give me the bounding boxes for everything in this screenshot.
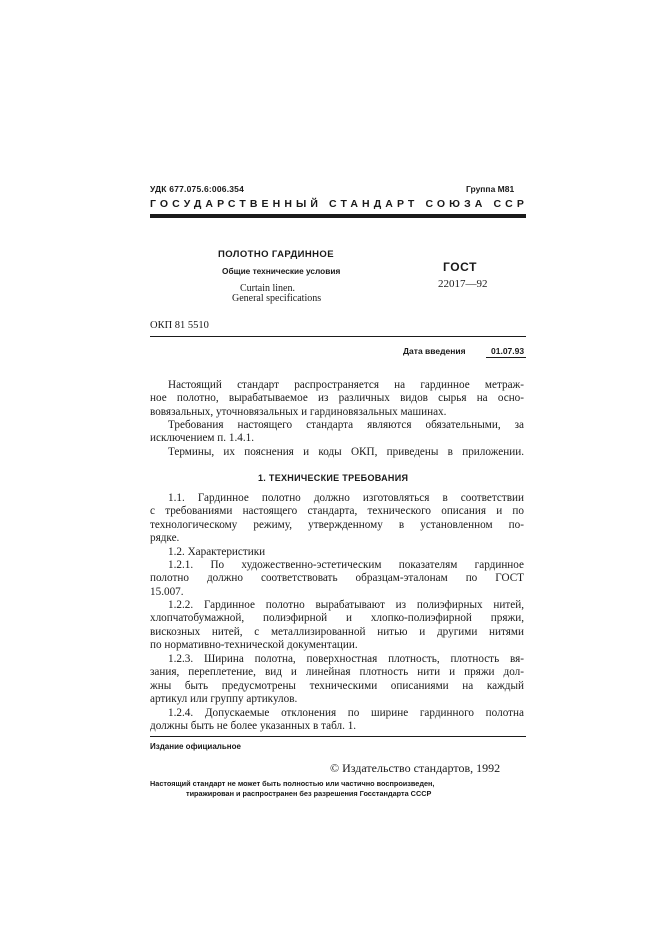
english-title-line2: General specifications xyxy=(232,293,322,304)
text-line: 1.2.2. Гардинное полотно вырабатывают из полиэфирных нитей, xyxy=(168,599,524,611)
intro-paragraph-3 xyxy=(150,446,524,459)
text-line: исключением п. 1.4.1. xyxy=(150,432,255,445)
clause-1-2-3 xyxy=(150,653,524,707)
text-line: хлопчатобумажной, полиэфирной и хлопко-полиэфирной пряжи, xyxy=(150,612,524,625)
text-line: вискозных нитей, с металлизированной нитью и другими нитями xyxy=(150,625,524,638)
document-subtitle: Общие технические условия xyxy=(222,266,341,276)
udk-code: УДК 677.075.6:006.354 xyxy=(150,184,245,194)
okp-code: ОКП 81 5510 xyxy=(150,320,209,331)
section-title: 1. ТЕХНИЧЕСКИЕ ТРЕБОВАНИЯ xyxy=(258,473,409,483)
gost-label: ГОСТ xyxy=(443,260,478,274)
footer-divider xyxy=(150,736,526,737)
text-line: 1.2.1. По художественно-эстетическим показателям гардинное xyxy=(168,559,524,571)
intro-date-value: 01.07.93 xyxy=(491,346,525,356)
copyright-notice: © Издательство стандартов, 1992 xyxy=(330,761,501,775)
standard-title: ГОСУДАРСТВЕННЫЙ СТАНДАРТ СОЮЗА ССР xyxy=(150,198,528,210)
text-line: ное полотно, вырабатываемое из различных видов сырья на осно- xyxy=(150,392,524,405)
text-line: 1.2. Характеристики xyxy=(168,546,266,558)
text-line: жны быть предусмотрены техническими описаниями на каждый xyxy=(150,679,524,692)
text-line: по нормативно-технической документации. xyxy=(150,639,358,652)
clause-1-2-2 xyxy=(150,599,524,653)
gost-number: 22017—92 xyxy=(438,278,488,290)
text-line: Термины, их пояснения и коды ОКП, приведены в приложении. xyxy=(168,446,524,458)
text-line: Настоящий стандарт распространяется на гардинное метраж- xyxy=(168,379,524,391)
text-line: 1.1. Гардинное полотно должно изготовляться в соответствии xyxy=(168,492,524,504)
clause-1-2-4 xyxy=(150,707,524,734)
official-edition-label: Издание официальное xyxy=(150,742,241,751)
intro-date-label: Дата введения xyxy=(403,346,466,356)
clause-1-2-1 xyxy=(150,559,524,599)
group-code: Группа М81 xyxy=(466,184,515,194)
clause-1-2 xyxy=(150,546,524,559)
text-line: рядке. xyxy=(150,532,180,545)
text-line: должны быть не более указанных в табл. 1. xyxy=(150,720,357,733)
intro-paragraph-2 xyxy=(150,419,524,446)
text-line: 15.007. xyxy=(150,585,184,598)
text-line: 1.2.3. Ширина полотна, поверхностная плотность, плотность вя- xyxy=(168,653,524,665)
header-thick-rule xyxy=(150,214,526,218)
reproduction-notice-line2: тиражирован и распространен без разрешения Госстандарта СССР xyxy=(186,789,432,798)
text-line: 1.2.4. Допускаемые отклонения по ширине гардинного полотна xyxy=(168,707,524,719)
okp-divider xyxy=(150,336,526,337)
document-title: ПОЛОТНО ГАРДИННОЕ xyxy=(218,249,334,260)
text-line: вовязальных, уточновязальных и гардиновязальных машинах. xyxy=(150,405,447,418)
text-line: с требованиями настоящего стандарта, технического описания и по xyxy=(150,505,524,518)
intro-paragraph-1 xyxy=(150,379,524,419)
reproduction-notice-line1: Настоящий стандарт не может быть полностью или частично воспроизведен, xyxy=(150,779,435,788)
intro-date-underline xyxy=(486,357,526,358)
text-line: Требования настоящего стандарта являются обязательными, за xyxy=(168,419,524,431)
text-line: артикул или группу артикулов. xyxy=(150,693,298,706)
clause-1-1 xyxy=(150,492,524,546)
text-line: полотно должно соответствовать образцам-эталонам по ГОСТ xyxy=(150,572,524,585)
english-title-line1: Curtain linen. xyxy=(240,283,295,294)
text-line: зания, переплетение, вид и линейная плотность нити и пряжи дол- xyxy=(150,666,524,679)
text-line: технологическому режиму, утвержденному в установленном по- xyxy=(150,518,524,531)
